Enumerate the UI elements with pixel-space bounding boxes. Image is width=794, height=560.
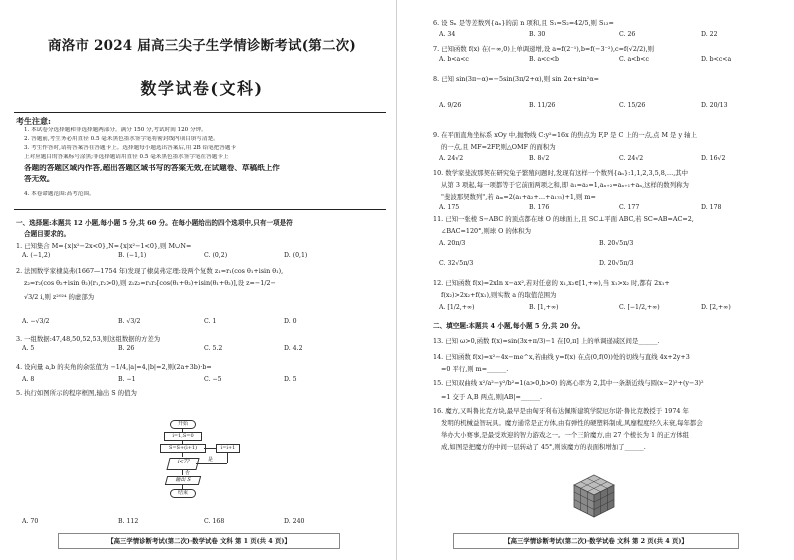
- flow-step: S=S+(i+1): [160, 444, 206, 453]
- question-15-line2: =1 交于 A,B 两点,则|AB|=______.: [441, 393, 543, 401]
- question-10-line3: "斐波那契数列",若 aₘ=2(a₁+a₂+…+a₁₇₅)+1,则 m=: [441, 193, 596, 201]
- option-d: D. 5: [284, 376, 297, 383]
- flow-increment: i=i+1: [216, 444, 240, 453]
- option-b: B. √3/2: [118, 318, 141, 325]
- option-d: D. [2,+∞): [701, 304, 731, 311]
- option-a: A. [1/2,+∞): [439, 304, 475, 311]
- question-8: 8. 已知 sin(3π−α)=−5sin(3π/2+α),则 sin 2α+sin²α=: [433, 75, 599, 83]
- option-c: C. (0,2): [204, 252, 228, 259]
- section-heading: 二、填空题:本题共 4 小题,每小题 5 分,共 20 分。: [433, 322, 585, 330]
- question-16-line4: 成,如图是把魔方的中间一层转动了 45°,则该魔方的表面积增加了______.: [441, 443, 646, 451]
- option-d: D. 20/13: [701, 102, 728, 109]
- question-11-options: [439, 240, 779, 280]
- question-11: 11. 已知一张棱 S−ABC 的顶点都在球 O 的球面上,且 SC⊥平面 ABC,若 SC=AB=AC=2,: [433, 215, 694, 223]
- option-d: D. 0: [284, 318, 297, 325]
- notice-line: 3. 考生作答时,请将答案答在答题卡上。选择题每小题选出答案后,用 2B 铅笔把答题卡: [24, 145, 237, 151]
- option-c: C. 26: [619, 31, 636, 38]
- question-5: 5. 执行如图所示的程序框图,输出 S 的值为: [16, 389, 137, 397]
- question-4-options: [22, 376, 382, 385]
- question-1-options: [22, 252, 382, 261]
- notice-line: 2. 答题前,考生务必用直径 0.5 毫米黑色墨水签字笔将密封线内项目填写清楚。: [24, 136, 219, 142]
- option-c: C. 24√2: [619, 155, 644, 162]
- option-d: D. 20√5π/3: [599, 260, 634, 267]
- option-b: B. 112: [118, 518, 139, 525]
- option-c: C. 177: [619, 204, 640, 211]
- question-2-options: [22, 318, 382, 327]
- question-7-options: [439, 56, 779, 65]
- option-d: D. 16√2: [701, 155, 726, 162]
- option-a: A. 5: [22, 345, 35, 352]
- question-2-line3: √3/2 i,则 z²⁰²⁴ 的虚部为: [24, 293, 95, 301]
- option-a: A. −√3/2: [22, 318, 50, 325]
- page-footer: 【高三学情诊断考试(第二次)·数学试卷 文科 第 2 页(共 4 页)】: [453, 533, 739, 549]
- notice-line: 1. 本试卷分选择题和非选择题两部分。满分 150 分,考试时间 120 分钟。: [24, 127, 207, 133]
- question-2-line2: z₂=r₂(cos θ₂+isin θ₂)(r₁,r₂>0),则 z₁z₂=r₁r₂[cos(θ₁+θ₂)+isin(θ₁+θ₂)],设 z=−1/2−: [24, 279, 276, 287]
- question-8-options: [439, 102, 779, 111]
- question-3: 3. 一组数据:47,48,50,52,53,则这组数据的方差为: [16, 335, 161, 343]
- question-16-line2: 发明的机械益智玩具。魔方通常是正方体,由有弹性的硬塑料制成,风靡程度经久未衰,每年都会: [441, 419, 703, 427]
- section-heading: 一、选择题:本题共 12 小题,每小题 5 分,共 60 分。在每小题给出的四个选项中,只有一项是符: [16, 219, 293, 227]
- question-15: 15. 已知双曲线 x²/a²−y²/b²=1(a>0,b>0) 的离心率为 2,其中一条渐近线与圆(x−2)²+(y−3)²: [433, 379, 704, 387]
- option-b: B. −1: [118, 376, 136, 383]
- option-d: D. 178: [701, 204, 722, 211]
- question-9-line2: 的一点,且 MF=2FP,则△OMF 的面积为: [441, 143, 556, 151]
- notice-line: 各题的答题区域内作答,超出答题区域书写的答案无效,在试题卷、草稿纸上作: [24, 164, 280, 171]
- option-b: B. 30: [529, 31, 546, 38]
- option-c: C. 32√5π/3: [439, 260, 474, 267]
- question-12-options: [439, 304, 779, 313]
- question-10: 10. 数学家斐波那契在研究兔子繁殖问题时,发现有这样一个数列{aₙ}:1,1,2,3,5,8,…,其中: [433, 169, 689, 177]
- question-10-options: [439, 204, 779, 213]
- rubiks-cube-image: [570, 472, 618, 520]
- question-5-options: [22, 518, 382, 527]
- question-9-options: [439, 155, 779, 164]
- option-b: B. 8√2: [529, 155, 550, 162]
- flow-yes-label: 是: [208, 457, 214, 463]
- question-1: 1. 已知集合 M={x|x²−2x<0},N={x|x²−1<0},则 M∪N=: [16, 242, 192, 250]
- option-a: A. b<a<c: [439, 56, 469, 63]
- option-d: D. 240: [284, 518, 305, 525]
- question-10-line2: 从第 3 项起,每一项都等于它前面两项之和,即 a₁=a₂=1,aₙ₊₂=aₙ₊₁+aₙ,这样的数列称为: [441, 181, 689, 189]
- page-footer: 【高三学情诊断考试(第二次)·数学试卷 文科 第 1 页(共 4 页)】: [58, 533, 340, 549]
- option-b: B. (−1,1): [118, 252, 147, 259]
- question-4: 4. 设向量 a,b 的夹角的余弦值为 −1/4,|a|=4,|b|=2,则(2a+3b)·b=: [16, 363, 212, 371]
- notice-heading: 考生注意:: [16, 116, 51, 126]
- option-d: D. b<c<a: [701, 56, 732, 63]
- flow-end: 结束: [170, 489, 196, 498]
- flow-condition: i<7?: [166, 458, 199, 470]
- option-c: C. 1: [204, 318, 217, 325]
- option-b: B. 26: [118, 345, 135, 352]
- option-c: C. 168: [204, 518, 225, 525]
- notice-line: 4. 本卷命题范围:高考范围。: [24, 191, 95, 197]
- question-6-options: [439, 31, 779, 40]
- flowchart: [140, 420, 260, 516]
- option-b: B. 20√5π/3: [599, 240, 634, 247]
- option-a: A. 70: [22, 518, 39, 525]
- option-b: B. a<c<b: [529, 56, 559, 63]
- question-2: 2. 法国数学家棣莫弗(1667—1754 年)发现了棣莫弗定理:设两个复数 z₁=r₁(cos θ₁+isin θ₁),: [16, 267, 284, 275]
- option-a: A. 24√2: [439, 155, 464, 162]
- question-6: 6. 设 Sₙ 是等差数列{aₙ}的前 n 项和,且 S₁=S₂=42/5,则 S₁₃=: [433, 19, 614, 27]
- notice-box: [14, 112, 386, 210]
- question-11-line2: ∠BAC=120°,则球 O 的体积为: [441, 227, 531, 235]
- flow-output: 输出 S: [165, 476, 201, 485]
- option-c: C. a<b<c: [619, 56, 649, 63]
- question-12-line2: f(x₂)>2x₂+f(x₁),则实数 a 的取值范围为: [441, 291, 557, 299]
- question-3-options: [22, 345, 382, 354]
- notice-line: 上对应题目的答案标号涂黑;非选择题请用直径 0.5 毫米黑色墨水签字笔在答题卡上: [24, 154, 229, 160]
- flow-init: i=1,S=0: [164, 432, 202, 441]
- question-7: 7. 已知函数 f(x) 在(−∞,0)上单调递增,设 a=f(2⁻¹),b=f(−3⁻²),c=f(√2/2),则: [433, 45, 655, 53]
- option-a: A. 9/26: [439, 102, 462, 109]
- option-a: A. 8: [22, 376, 35, 383]
- exam-title: 商洛市 2024 届高三尖子生学情诊断考试(第二次): [48, 38, 356, 54]
- option-d: D. 22: [701, 31, 718, 38]
- option-a: A. 175: [439, 204, 460, 211]
- question-16: 16. 魔方,又叫鲁比克方块,最早是由匈牙利布达佩斯建筑学院厄尔诺·鲁比克教授于 1974 年: [433, 407, 689, 415]
- option-a: A. 20π/3: [439, 240, 466, 247]
- question-14: 14. 已知函数 f(x)=x²−4x−me^x,若曲线 y=f(x) 在点(0,f(0))处的切线与直线 4x+2y+3: [433, 353, 690, 361]
- option-a: A. (−1,2): [22, 252, 51, 259]
- subject-title: 数学试卷(文科): [140, 79, 264, 98]
- flow-no-label: 否: [185, 470, 191, 476]
- flow-start: 开始: [170, 420, 196, 429]
- option-b: B. [1,+∞): [529, 304, 559, 311]
- option-a: A. 34: [439, 31, 456, 38]
- option-d: D. 4.2: [284, 345, 303, 352]
- option-c: C. 15/26: [619, 102, 646, 109]
- question-14-line2: =0 平行,则 m=______.: [441, 365, 509, 373]
- question-9: 9. 在平面直角坐标系 xOy 中,抛物线 C:y²=16x 的焦点为 F,P 是 C 上的一点,点 M 是 y 轴上: [433, 131, 697, 139]
- question-13: 13. 已知 ω>0,函数 f(x)=sin(3x+π/3)−1 在[0,π] 上的单调递减区间是______.: [433, 337, 660, 345]
- option-b: B. 11/26: [529, 102, 556, 109]
- option-b: B. 176: [529, 204, 550, 211]
- section-heading-cont: 合题目要求的。: [24, 230, 71, 238]
- option-c: C. 5.2: [204, 345, 223, 352]
- option-c: C. −5: [204, 376, 222, 383]
- question-16-line3: 举办大小赛事,是最受欢迎的智力游戏之一。一个三阶魔方,由 27 个棱长为 1 的正方体组: [441, 431, 690, 439]
- option-d: D. (0,1): [284, 252, 308, 259]
- question-12: 12. 已知函数 f(x)=2xln x−ax²,若对任意的 x₁,x₂∈[1,+∞),当 x₁>x₂ 时,都有 2x₁+: [433, 279, 670, 287]
- notice-line: 答无效。: [24, 175, 55, 182]
- option-c: C. [−1/2,+∞): [619, 304, 660, 311]
